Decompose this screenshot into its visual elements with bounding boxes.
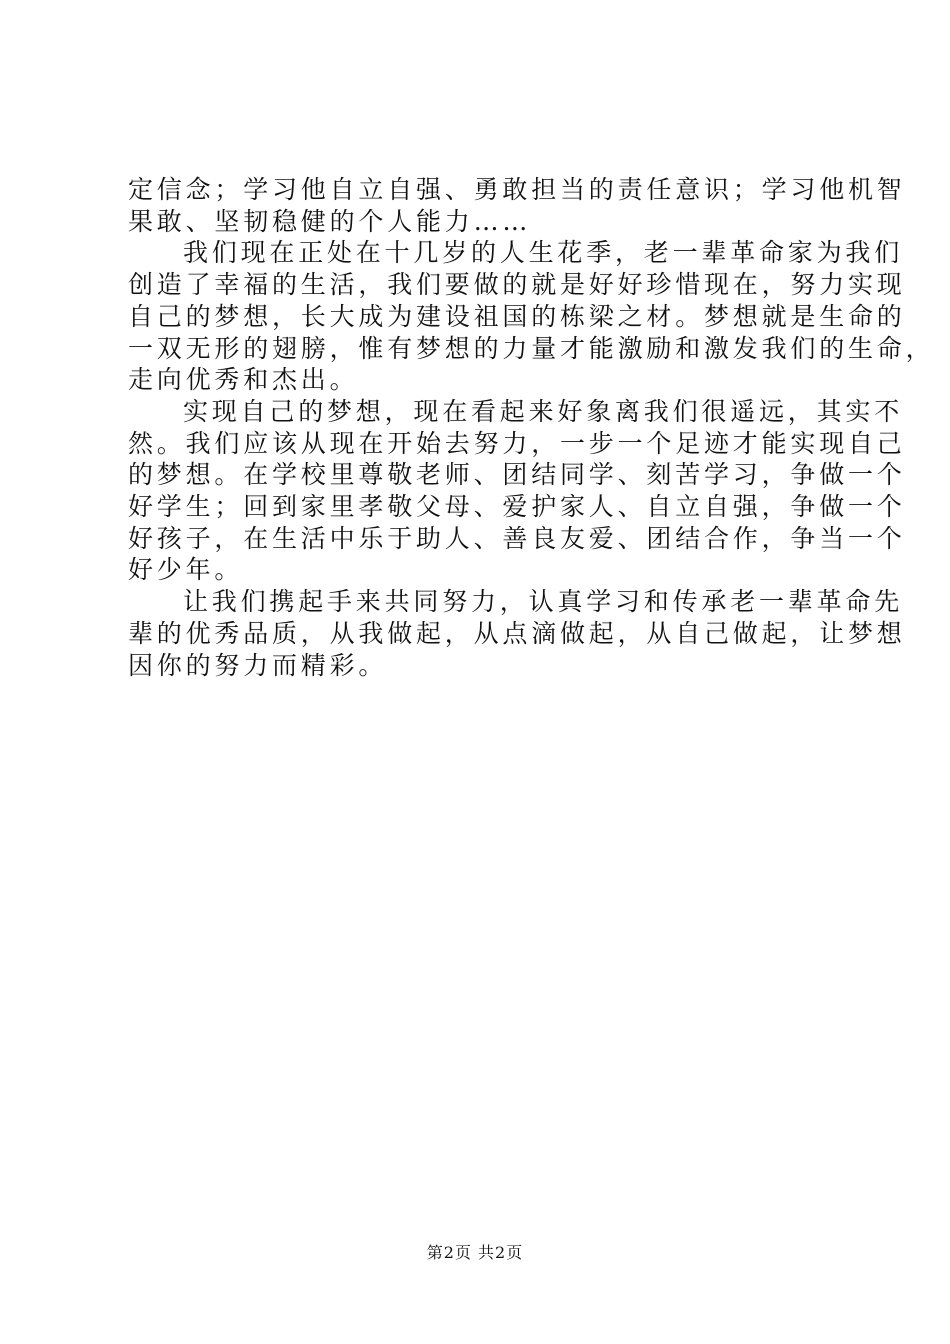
text-line: 然。我们应该从现在开始去努力，一步一个足迹才能实现自己 [128, 428, 906, 458]
paragraph-first-line: 让我们携起手来共同努力，认真学习和传承老一辈革命先 [183, 587, 904, 617]
paragraph-first-line: 我们现在正处在十几岁的人生花季，老一辈革命家为我们 [183, 238, 904, 268]
body-text [128, 174, 935, 681]
paragraph-first-line: 实现自己的梦想，现在看起来好象离我们很遥远，其实不 [183, 396, 904, 426]
text-line: 好孩子，在生活中乐于助人、善良友爱、团结合作，争当一个 [128, 523, 906, 553]
text-line: 好学生；回到家里孝敬父母、爱护家人、自立自强，争做一个 [128, 492, 906, 522]
text-line: 自己的梦想，长大成为建设祖国的栋梁之材。梦想就是生命的 [128, 301, 906, 331]
page-number-footer: 第2页 共2页 [426, 1243, 524, 1262]
text-line: 走向优秀和杰出。 [128, 365, 359, 395]
text-line: 定信念；学习他自立自强、勇敢担当的责任意识；学习他机智 [128, 175, 906, 204]
text-line: 一双无形的翅膀，惟有梦想的力量才能激励和激发我们的生命， [128, 333, 935, 363]
text-line: 辈的优秀品质，从我做起，从点滴做起，从自己做起，让梦想 [128, 618, 906, 648]
text-line: 创造了幸福的生活，我们要做的就是好好珍惜现在，努力实现 [128, 270, 906, 300]
text-line: 因你的努力而精彩。 [128, 650, 388, 680]
text-line: 果敢、坚韧稳健的个人能力…… [128, 206, 532, 236]
text-line: 好少年。 [128, 555, 244, 585]
text-line: 的梦想。在学校里尊敬老师、团结同学、刻苦学习，争做一个 [128, 460, 906, 490]
